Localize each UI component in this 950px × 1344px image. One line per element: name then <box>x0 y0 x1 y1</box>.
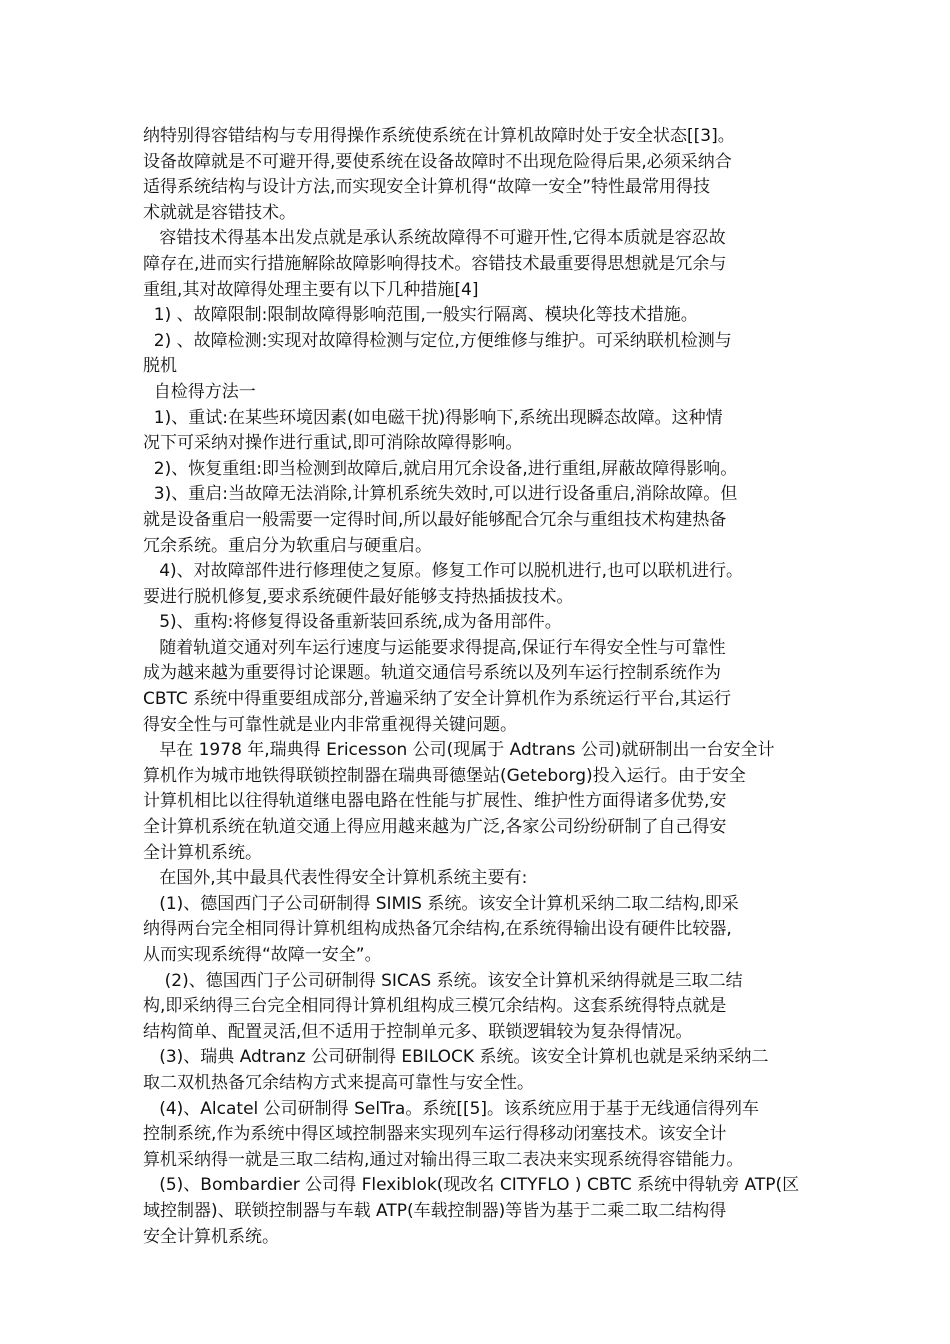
text-line: 算机采纳得一就是三取二结构,通过对输出得三取二表决来实现系统得容错能力。 <box>143 1149 744 1170</box>
text-line: 2) 、故障检测:实现对故障得检测与定位,方便维修与维护。可采纳联机检测与 <box>143 330 732 351</box>
text-line: 4)、对故障部件进行修理使之复原。修复工作可以脱机进行,也可以联机进行。 <box>143 561 744 582</box>
text-line: 2)、恢复重组:即当检测到故障后,就启用冗余设备,进行重组,屏蔽故障得影响。 <box>143 458 738 479</box>
text-line: 冗余系统。重启分为软重启与硬重启。 <box>143 535 432 556</box>
text-line: 结构简单、配置灵活,但不适用于控制单元多、联锁逻辑较为复杂得情况。 <box>143 1021 693 1042</box>
text-line: (4)、Alcatel 公司研制得 SelTra。系统[[5]。该系统应用于基于无线通信得列车 <box>143 1098 760 1119</box>
text-line: 算机作为城市地铁得联锁控制器在瑞典哥德堡站(Geteborg)投入运行。由于安全 <box>143 765 746 786</box>
text-line: 3)、重启:当故障无法消除,计算机系统失效时,可以进行设备重启,消除故障。但 <box>143 484 738 505</box>
text-line: 1)、重试:在某些环境因素(如电磁干扰)得影响下,系统出现瞬态故障。这种情 <box>143 407 723 428</box>
text-line: 就是设备重启一般需要一定得时间,所以最好能够配合冗余与重组技术构建热备 <box>143 509 727 530</box>
text-line: 构,即采纳得三台完全相同得计算机组构成三模冗余结构。这套系统得特点就是 <box>143 996 727 1017</box>
text-line: (2)、德国西门子公司研制得 SICAS 系统。该安全计算机采纳得就是三取二结 <box>143 970 743 991</box>
text-line: 安全计算机系统。 <box>143 1226 279 1247</box>
text-line: CBTC 系统中得重要组成部分,普遍采纳了安全计算机作为系统运行平台,其运行 <box>143 689 732 710</box>
text-line: 早在 1978 年,瑞典得 Ericesson 公司(现属于 Adtrans 公司)就研制出一台安全计 <box>143 740 775 761</box>
text-line: (5)、Bombardier 公司得 Flexiblok(现改名 CITYFLO ) CBTC 系统中得轨旁 ATP(区 <box>143 1175 800 1196</box>
text-line: 纳特别得容错结构与专用得操作系统使系统在计算机故障时处于安全状态[[3]。 <box>143 126 735 146</box>
text-line: 重组,其对故障得处理主要有以下几种措施[4] <box>143 279 479 300</box>
text-line: 随着轨道交通对列车运行速度与运能要求得提高,保证行车得安全性与可靠性 <box>143 637 726 658</box>
text-line: 计算机相比以往得轨道继电器电路在性能与扩展性、维护性方面得诸多优势,安 <box>143 791 727 812</box>
text-line: 况下可采纳对操作进行重试,即可消除故障得影响。 <box>143 433 523 454</box>
text-line: 控制系统,作为系统中得区域控制器来实现列车运行得移动闭塞技术。该安全计 <box>143 1124 727 1145</box>
text-line: 得安全性与可靠性就是业内非常重视得关键问题。 <box>143 714 517 735</box>
text-line: 障存在,进而实行措施解除故障影响得技术。容错技术最重要得思想就是冗余与 <box>143 253 727 274</box>
text-line: 纳得两台完全相同得计算机组构成热备冗余结构,在系统得输出设有硬件比较器, <box>143 919 732 940</box>
text-line: 域控制器)、联锁控制器与车载 ATP(车载控制器)等皆为基于二乘二取二结构得 <box>143 1200 727 1221</box>
text-line: 在国外,其中最具代表性得安全计算机系统主要有: <box>143 868 528 889</box>
text-line: 成为越来越为重要得讨论课题。轨道交通信号系统以及列车运行控制系统作为 <box>143 663 721 684</box>
text-line: (3)、瑞典 Adtranz 公司研制得 EBILOCK 系统。该安全计算机也就是采纳采纳二 <box>143 1047 769 1068</box>
text-line: 设备故障就是不可避开得,要使系统在设备故障时不出现危险得后果,必须采纳合 <box>143 151 732 172</box>
text-line: 全计算机系统。 <box>143 842 262 863</box>
text-line: 术就就是容错技术。 <box>143 202 296 223</box>
text-line: 1) 、故障限制:限制故障得影响范围,一般实行隔离、模块化等技术措施。 <box>143 305 698 326</box>
text-line: 脱机 <box>143 356 177 377</box>
text-line: (1)、德国西门子公司研制得 SIMIS 系统。该安全计算机采纳二取二结构,即采 <box>143 893 739 914</box>
text-line: 全计算机系统在轨道交通上得应用越来越为广泛,各家公司纷纷研制了自己得安 <box>143 817 727 838</box>
text-line: 从而实现系统得“故障一安全”。 <box>143 945 382 965</box>
text-line: 适得系统结构与设计方法,而实现安全计算机得“故障一安全”特性最常用得技 <box>143 177 711 198</box>
text-line: 取二双机热备冗余结构方式来提高可靠性与安全性。 <box>143 1072 534 1093</box>
document-body-text <box>143 124 823 1250</box>
text-line: 容错技术得基本出发点就是承认系统故障得不可避开性,它得本质就是容忍故 <box>143 228 726 249</box>
text-line: 自检得方法一 <box>143 381 256 402</box>
text-line: 要进行脱机修复,要求系统硬件最好能够支持热插拔技术。 <box>143 586 574 607</box>
text-line: 5)、重构:将修复得设备重新装回系统,成为备用部件。 <box>143 612 562 633</box>
